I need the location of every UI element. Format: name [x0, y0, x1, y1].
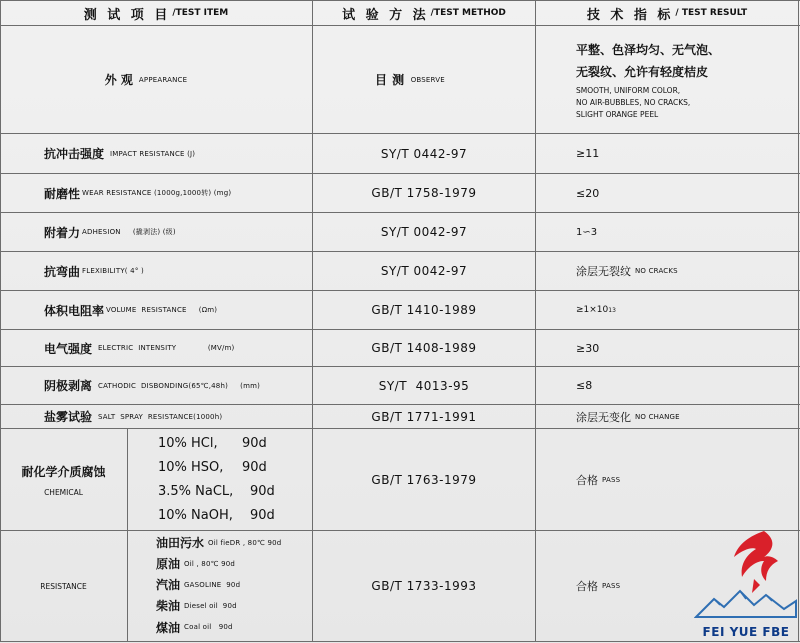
chemical-item: [158, 479, 312, 503]
chemical-time: 90d: [250, 507, 275, 523]
result-en: PASS: [602, 475, 621, 484]
chemical-time: 90d: [242, 435, 267, 451]
result-exponent: 13: [608, 306, 616, 314]
result-en: NO CHANGE: [635, 412, 680, 421]
item-en: CATHODIC DISBONDING(65℃,48h) (mm): [98, 381, 261, 390]
oil-item: [156, 532, 312, 553]
oil-zh: 油田污水: [156, 536, 205, 550]
oil-en: Diesel oil 90d: [184, 601, 237, 610]
chemical-item: [158, 431, 312, 455]
row-cathodic-item: [0, 367, 312, 404]
row-electric-intensity-method: GB/T 1408-1989: [371, 341, 477, 355]
result-zh: 涂层无变化: [576, 410, 631, 424]
item-en: IMPACT RESISTANCE (J): [110, 149, 196, 158]
row-appearance-method: [313, 26, 535, 133]
rule: [127, 428, 128, 642]
chemical-method: GB/T 1763-1979: [371, 472, 477, 487]
result-en: PASS: [602, 582, 621, 590]
row-impact-item: [0, 134, 312, 173]
header-item-en: /TEST ITEM: [172, 8, 229, 18]
item-zh: 体积电阻率: [44, 303, 105, 318]
oil-zh: 柴油: [156, 599, 181, 613]
row-adhesion-result: 1∽3: [576, 226, 598, 238]
eagle-mountain-icon: [694, 521, 798, 621]
result-zh: 合格: [576, 580, 598, 593]
resistance-method: GB/T 1733-1993: [371, 579, 477, 593]
item-zh: 附着力: [44, 225, 81, 240]
chemical-en: CHEMICAL: [44, 487, 83, 497]
oil-item: [156, 595, 312, 616]
chemical-time: 90d: [242, 459, 267, 475]
item-zh: 外 观: [104, 73, 133, 87]
chemical-item: [158, 503, 312, 527]
item-zh: 耐磨性: [44, 186, 81, 201]
result-zh-line1: 平整、色泽均匀、无气泡、: [576, 42, 721, 57]
result-zh: 合格: [576, 473, 598, 487]
item-zh: 抗弯曲: [44, 264, 81, 279]
row-flexibility-item: [0, 252, 312, 290]
item-zh: 抗冲击强度: [44, 147, 105, 161]
row-appearance-result: [536, 26, 798, 133]
company-logo: [694, 521, 798, 641]
rule: [798, 0, 799, 642]
row-cathodic-method: SY/T 4013-95: [378, 378, 470, 393]
item-en: FLEXIBILITY( 4° ): [82, 267, 144, 275]
item-zh: 盐雾试验: [44, 410, 93, 424]
row-electric-intensity-result: ≥30: [576, 341, 600, 355]
chemical-item: [158, 455, 312, 479]
header-test-item: [0, 1, 312, 25]
row-salt-spray-method: GB/T 1771-1991: [371, 409, 477, 424]
oil-en: Oil , 80℃ 90d: [184, 559, 236, 568]
result-zh-line2: 无裂纹、允许有轻度桔皮: [576, 64, 709, 79]
item-zh: 电气强度: [44, 341, 93, 356]
chemical-result: [536, 429, 798, 530]
rule: [0, 641, 800, 642]
result-zh: 涂层无裂纹: [576, 265, 631, 278]
row-flexibility-result: [536, 252, 798, 290]
row-flexibility-method: SY/T 0042-97: [380, 264, 468, 278]
header-method-en: /TEST METHOD: [430, 8, 506, 18]
method-en: OBSERVE: [410, 75, 445, 84]
item-en: WEAR RESISTANCE (1000g,1000转) (mg): [82, 189, 232, 197]
logo-text: FEI YUE FBE: [702, 625, 790, 639]
resistance-result: [536, 531, 694, 641]
chemical-zh: 耐化学介质腐蚀: [21, 464, 106, 479]
row-impact-result: ≥11: [576, 147, 600, 160]
header-result-zh: 技 术 指 标: [586, 7, 674, 23]
header-method-zh: 试 验 方 法: [342, 7, 429, 23]
row-impact-method: SY/T 0442-97: [380, 146, 468, 161]
row-appearance-item: [0, 26, 312, 133]
chemical-time: 90d: [250, 483, 275, 499]
oil-item: [156, 574, 312, 595]
row-wear-item: [0, 174, 312, 212]
result-en-line1: SMOOTH, UNIFORM COLOR,: [576, 85, 681, 95]
resistance-label: RESISTANCE: [40, 581, 87, 591]
item-en: ELECTRIC INTENSITY (MV/m): [98, 344, 235, 352]
chemical-label: [0, 429, 127, 530]
chemical-name: 10% HCl,: [158, 435, 218, 451]
oil-en: GASOLINE 90d: [184, 580, 241, 589]
row-electric-intensity-item: [0, 330, 312, 366]
result-en-line2: NO AIR-BUBBLES, NO CRACKS,: [576, 97, 691, 107]
row-salt-spray-result: [536, 405, 798, 428]
chemical-name: 10% HSO,: [158, 459, 224, 475]
row-wear-result: ≤20: [576, 186, 600, 200]
item-en: VOLUME RESISTANCE (Ωm): [106, 306, 218, 314]
oil-zh: 汽油: [156, 578, 181, 592]
chemical-name: 10% NaOH,: [158, 507, 233, 523]
method-zh: 目 测: [375, 73, 405, 87]
row-cathodic-result: ≤8: [576, 379, 593, 392]
item-en: ADHESION (撬剥法) (级): [82, 228, 176, 236]
row-adhesion-item: [0, 213, 312, 251]
header-test-method: [313, 1, 535, 25]
header-result-en: / TEST RESULT: [675, 8, 748, 18]
oil-zh: 原油: [156, 557, 181, 571]
item-zh: 阴极剥离: [44, 379, 93, 393]
row-volume-resistance-item: [0, 291, 312, 329]
oil-en: Oil fieDR , 80℃ 90d: [208, 538, 282, 547]
row-adhesion-method: SY/T 0042-97: [380, 225, 468, 239]
chemical-name: 3.5% NaCL,: [158, 483, 234, 499]
item-en: APPEARANCE: [138, 75, 188, 84]
oil-item: [156, 553, 312, 574]
result-en-line3: SLIGHT ORANGE PEEL: [576, 109, 659, 119]
result-value: ≥1×10: [576, 305, 609, 315]
item-en: SALT SPRAY RESISTANCE(1000h): [98, 412, 223, 421]
row-volume-resistance-result: [536, 291, 798, 329]
row-wear-method: GB/T 1758-1979: [371, 186, 477, 200]
result-en: NO CRACKS: [635, 267, 678, 275]
oil-en: Coal oil 90d: [184, 623, 233, 631]
header-test-result: [536, 1, 798, 25]
oil-zh: 煤油: [156, 620, 181, 635]
oil-item: [156, 616, 312, 638]
header-item-zh: 测 试 项 目: [83, 7, 171, 23]
row-salt-spray-item: [0, 405, 312, 428]
row-volume-resistance-method: GB/T 1410-1989: [371, 303, 477, 317]
